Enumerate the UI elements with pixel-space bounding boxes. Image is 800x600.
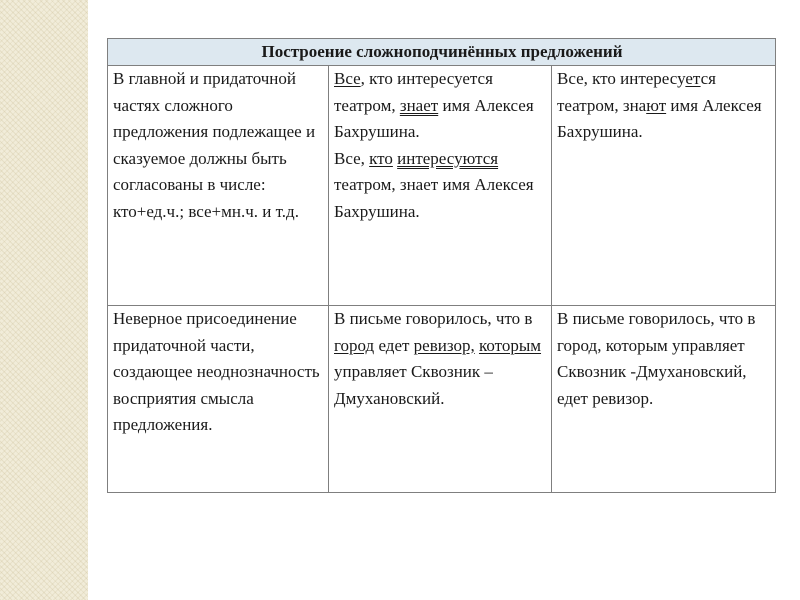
- verb-ending: ет: [685, 69, 701, 88]
- correct-example-cell: Все, кто интересуется театром, знают имя Алексея Бахрушина.: [552, 66, 776, 306]
- rules-table: [107, 38, 776, 493]
- ambiguous-word: город: [334, 335, 375, 355]
- subject-word: Все: [334, 69, 361, 88]
- incorrect-sentence-1: Все, кто интересуется театром, знает имя Алексея Бахрушина.: [334, 69, 534, 141]
- relative-pronoun: которым: [478, 335, 542, 355]
- incorrect-sentence-2: Все, кто интересуются театром, знает имя Алексея Бахрушина.: [334, 148, 534, 221]
- correct-example-cell: В письме говорилось, что в город, которым управляет Сквозник -Дмухановский, едет ревизор.: [552, 306, 776, 493]
- rule-cell: В главной и придаточной частях сложного предложения подлежащее и сказуемое должны быть согласованы в числе: кто+ед.ч.; все+мн.ч. и т.д.: [108, 66, 329, 306]
- table-title: Построение сложноподчинённых предложений: [108, 39, 776, 66]
- verb-ending: ют: [646, 95, 667, 115]
- decorative-side-strip: [0, 0, 88, 600]
- table-row: [108, 66, 776, 306]
- subject-word: кто: [369, 148, 393, 168]
- predicate-word: интересуются: [397, 148, 499, 168]
- rule-cell: Неверное присоединение придаточной части, создающее неоднозначность восприятия смысла предложения.: [108, 306, 329, 493]
- incorrect-example-cell: [329, 66, 552, 306]
- incorrect-example-cell: В письме говорилось, что в город едет ревизор, которым управляет Сквозник – Дмухановский.: [329, 306, 552, 493]
- ambiguous-word: ревизор,: [413, 335, 475, 355]
- predicate-word: знает: [399, 95, 439, 115]
- table-row: [108, 306, 776, 493]
